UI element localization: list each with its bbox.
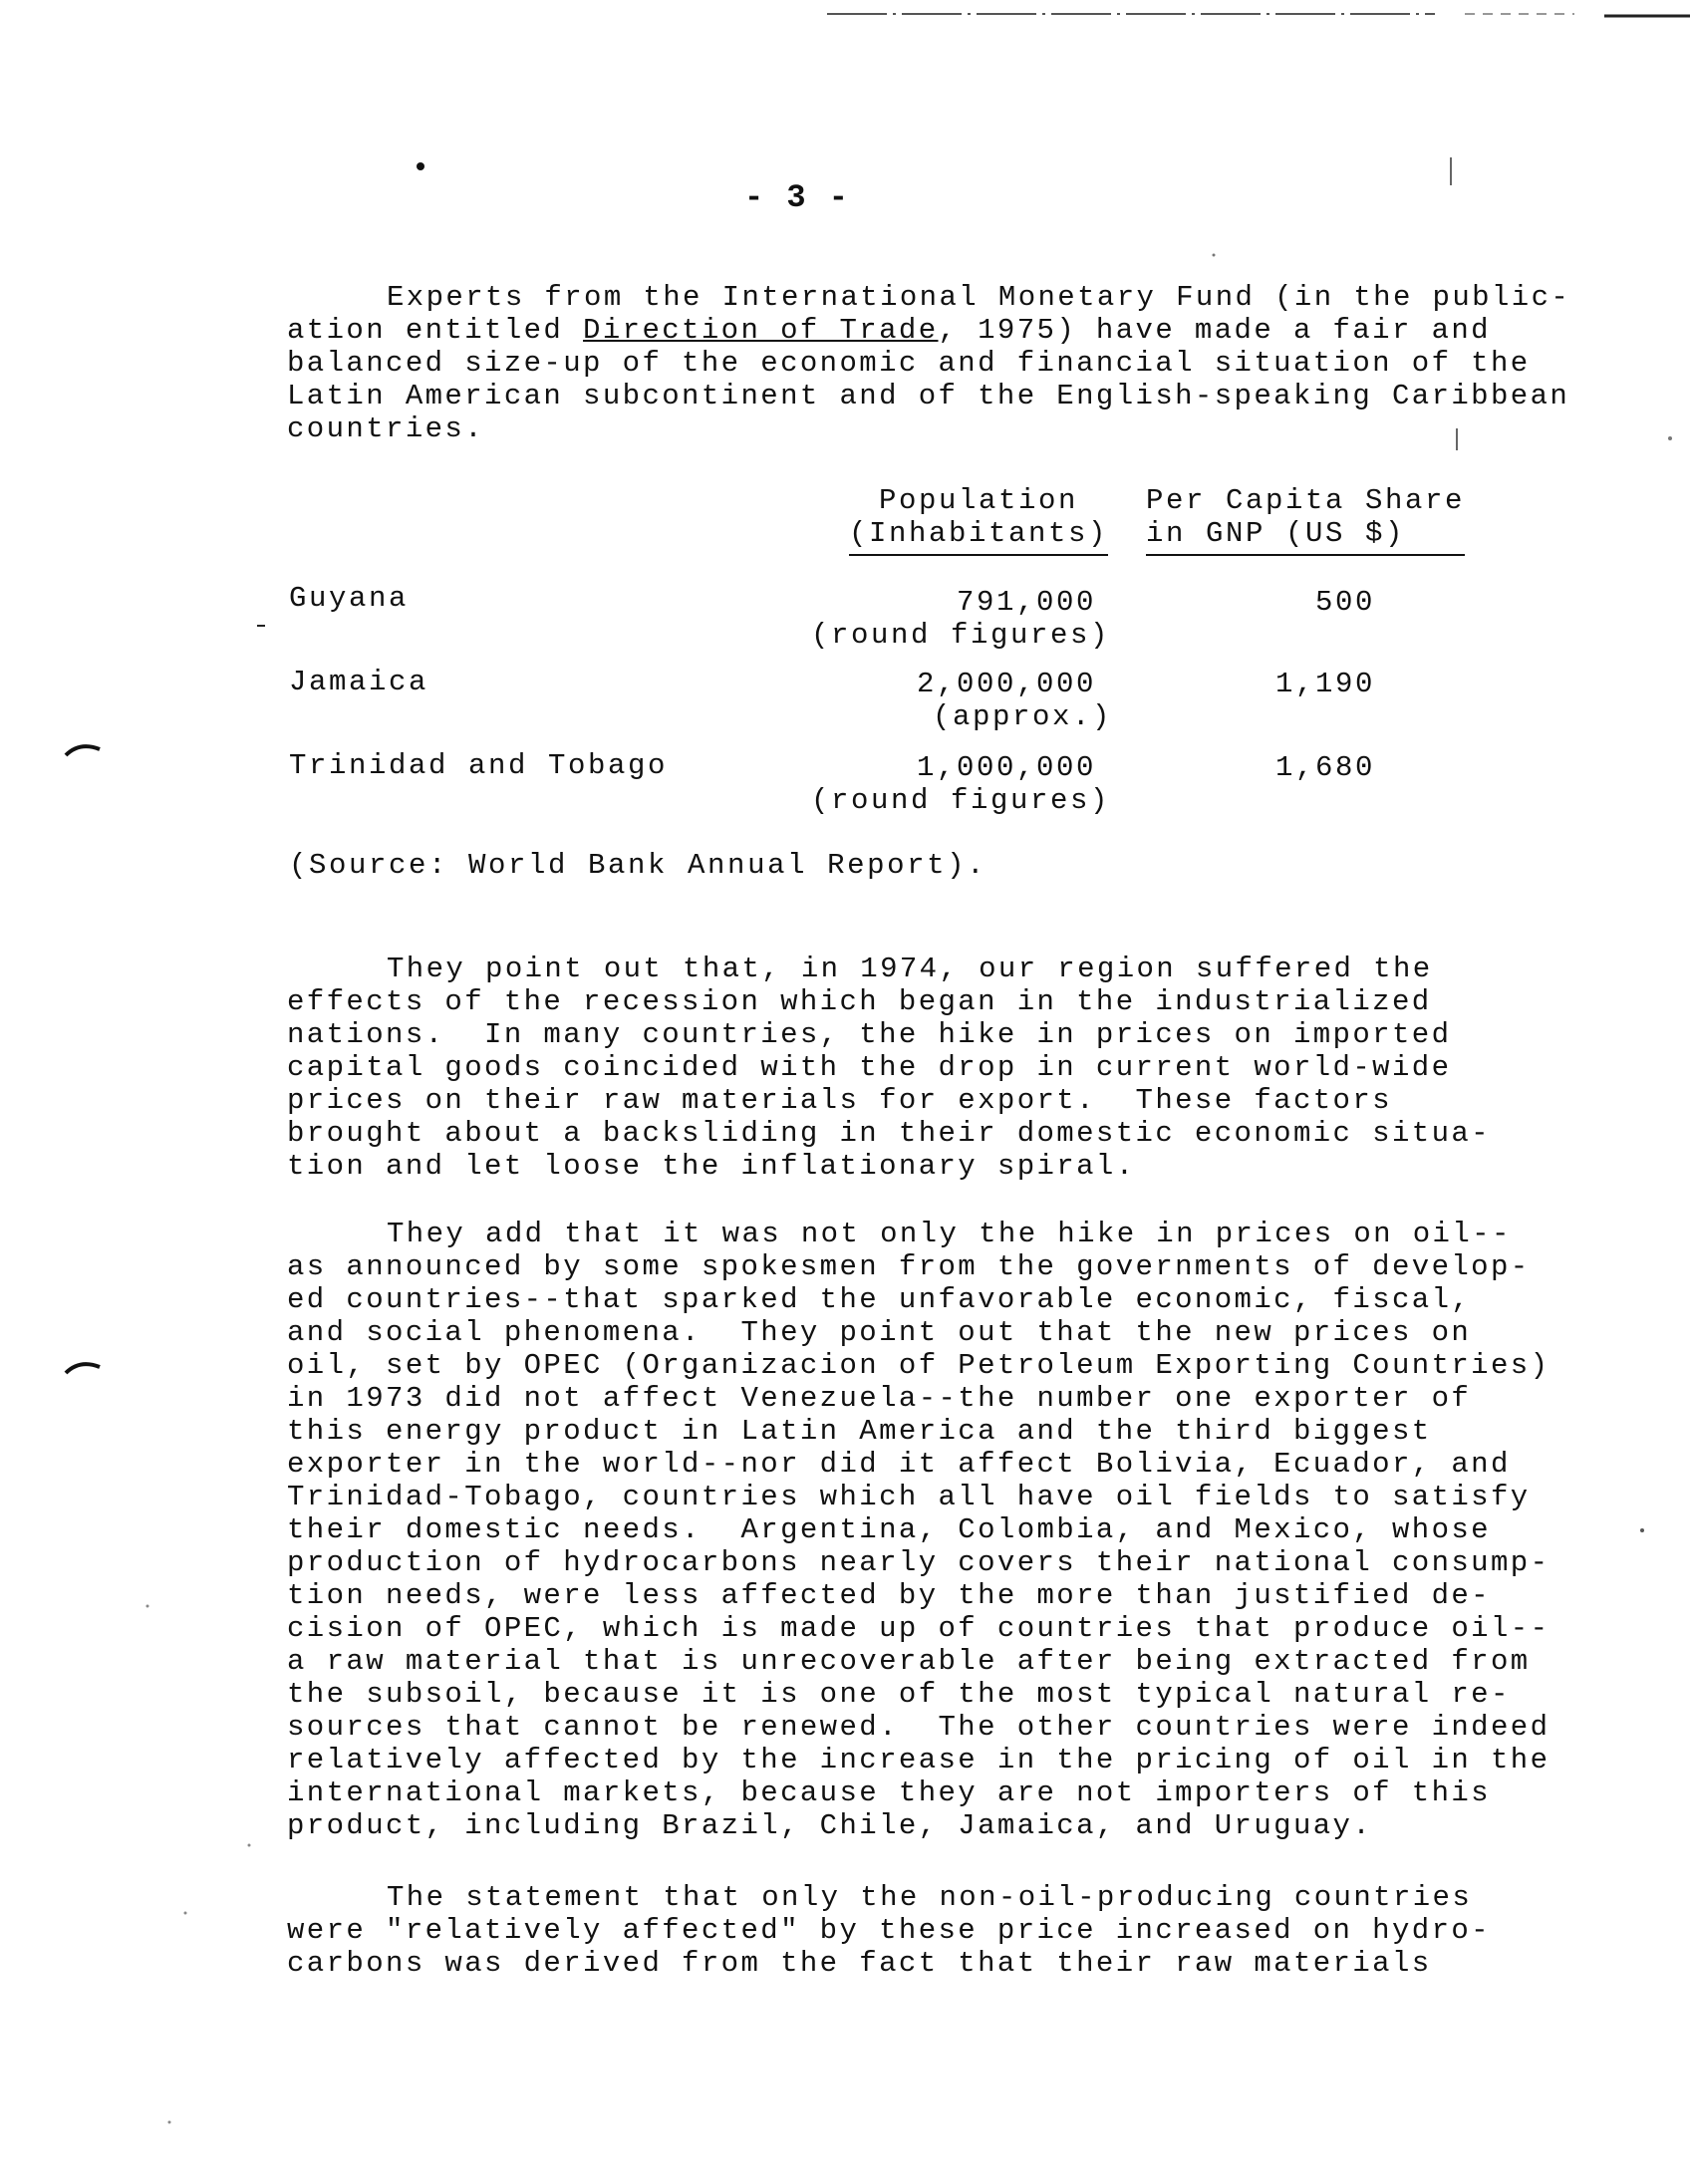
gnp-header [1146,484,1465,556]
gnp-header-line2: in GNP (US $) [1146,517,1465,556]
population-note: (round figures) [810,619,1110,652]
population-header [849,484,1108,556]
population-value: 1,000,000 [916,751,1096,784]
table-row-country: Jamaica [289,666,429,698]
table-source: (Source: World Bank Annual Report). [289,849,987,882]
table-row-country: Trinidad and Tobago [289,749,669,782]
table-row-population [777,668,1112,733]
intro-paragraph [287,281,1602,445]
population-value: 2,000,000 [916,668,1096,700]
table-row-gnp: 1,190 [1274,668,1375,700]
gnp-header-line1: Per Capita Share [1146,484,1466,517]
publication-title: Direction of Trade [583,314,939,347]
table-row-gnp: 1,680 [1274,751,1375,784]
table-row-population [777,751,1110,817]
population-note: (round figures) [810,784,1110,817]
table-row-gnp: 500 [1314,586,1375,619]
body-paragraph-2 [287,953,1602,1183]
body-paragraph-3 [287,1218,1602,1842]
table-row-population [777,586,1110,652]
paragraph-text: They point out that, in 1974, our region suffered the effects of the recession which began in the industrialized nations. In many countries, the hike in prices on imported capital goods coincided with the drop in current world-wide prices on their raw materials for export. These factors brought about a backsliding in their domestic economic situa- tion and let loose the inflationary spiral. [287,953,1491,1183]
intro-text-part2: , 1975) have made a fair and balanced size-up of the economic and financial situation of the Latin American subcontinent and of the English-speaking Caribbean countries. [287,314,1570,445]
table-row-country: Guyana [289,582,410,615]
page-number: - 3 - [743,179,850,216]
population-header-line1: Population [879,484,1079,517]
intro-text-part1: Experts from the International Monetary Fund (in the public- ation entitled [287,281,1571,347]
paragraph-text: The statement that only the non-oil-producing countries were "relatively affected" by these price increased on hydro- carbons was derived from the fact that their raw materials [287,1881,1491,1980]
population-value: 791,000 [956,586,1096,619]
population-header-line2: (Inhabitants) [849,517,1108,556]
body-paragraph-4 [287,1881,1602,1980]
population-note: (approx.) [932,700,1112,733]
paragraph-text: They add that it was not only the hike in prices on oil-- as announced by some spokesmen from the governments of develop- ed countries--that sparked the unfavorable economic, fiscal, and social phenomena. They point out that the new prices on oil, set by OPEC (Organizacion of Petroleum Exporting Countries) in 1973 did not affect Venezuela--the number one exporter of this energy product in Latin America and the third biggest exporter in the world--nor did it affect Bolivia, Ecuador, and Trinidad-Tobago, countries which all have oil fields to satisfy their domestic needs. Argentina, Colombia, and Mexico, whose production of hydrocarbons nearly covers their national consump- tion needs, were less affected by the more than justified de- cision of OPEC, which is made up of countries that produce oil-- a raw material that is unrecoverable after being extracted from the subsoil, because it is one of the most typical natural re- sources that cannot be renewed. The other countries were indeed relatively affected by the increase in the pricing of oil in the international markets, because they are not importers of this product, including Brazil, Chile, Jamaica, and Uruguay. [287,1218,1550,1842]
